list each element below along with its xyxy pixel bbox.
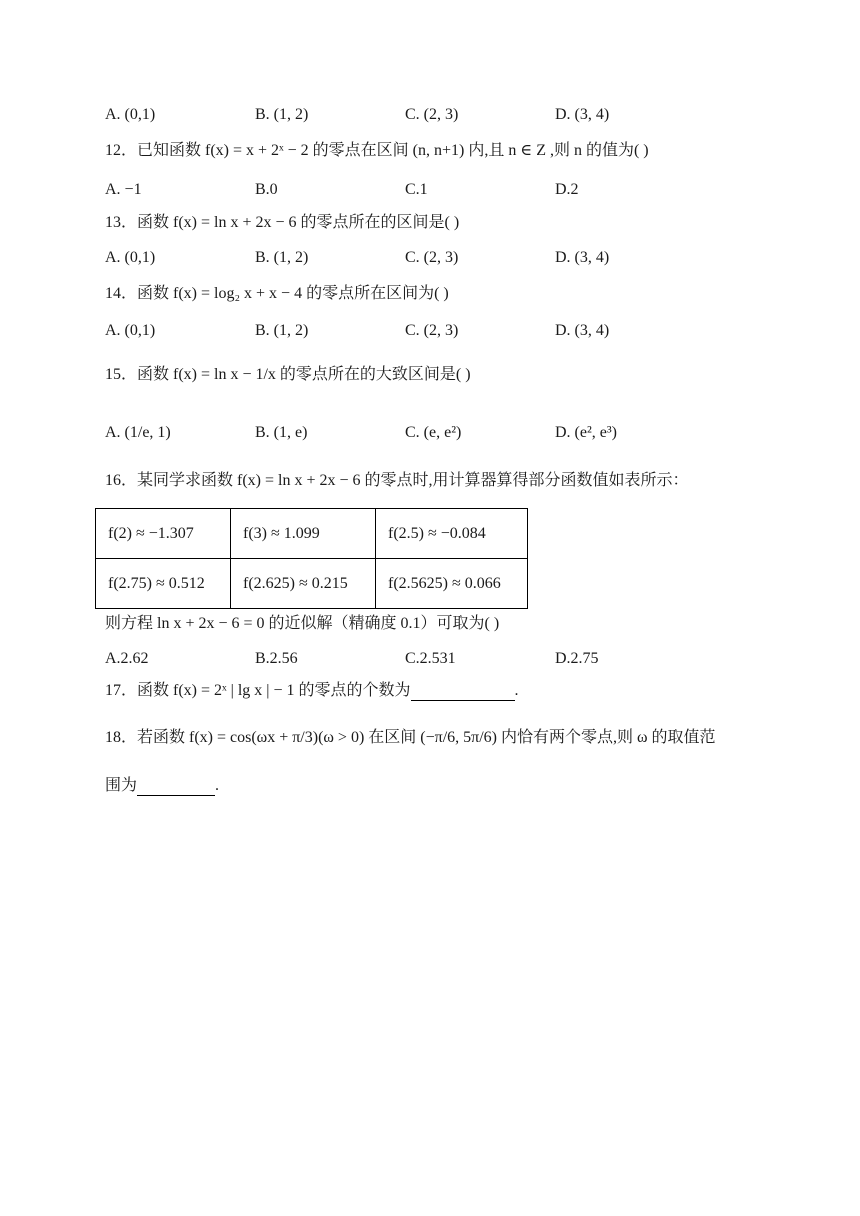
q11-option-c: C. (2, 3) — [405, 106, 459, 123]
table-cell: f(3) ≈ 1.099 — [231, 509, 376, 559]
q16-option-c: C.2.531 — [405, 650, 456, 667]
q11-option-a: A. (0,1) — [105, 106, 156, 123]
q17-end: . — [514, 682, 519, 699]
q17-line — [105, 681, 519, 701]
q15-stem: 15．函数 f(x) = ln x − 1/x 的零点所在的大致区间是( ) — [105, 366, 471, 383]
q16-option-b: B.2.56 — [255, 650, 298, 667]
table-row — [96, 559, 528, 609]
table-cell: f(2.625) ≈ 0.215 — [231, 559, 376, 609]
q16-stem: 16．某同学求函数 f(x) = ln x + 2x − 6 的零点时,用计算器算得部分函数值如表所示： — [105, 472, 689, 489]
q14-option-b: B. (1, 2) — [255, 322, 309, 339]
table-cell: f(2) ≈ −1.307 — [96, 509, 231, 559]
q14-option-d: D. (3, 4) — [555, 322, 610, 339]
q17-stem: 17．函数 f(x) = 2ˣ | lg x | − 1 的零点的个数为 — [105, 682, 411, 699]
q12-options — [105, 180, 805, 200]
table-row — [96, 509, 528, 559]
q13-stem: 13．函数 f(x) = ln x + 2x − 6 的零点所在的区间是( ) — [105, 214, 460, 231]
q15-options — [105, 423, 805, 443]
q12-option-c: C.1 — [405, 181, 428, 198]
table-cell: f(2.5) ≈ −0.084 — [376, 509, 528, 559]
q14-stem: 14．函数 f(x) = log₂ x + x − 4 的零点所在区间为( ) — [105, 285, 449, 302]
q15-option-d: D. (e², e³) — [555, 424, 618, 441]
q16-options — [105, 649, 805, 669]
q14-option-a: A. (0,1) — [105, 322, 156, 339]
q14-option-c: C. (2, 3) — [405, 322, 459, 339]
q12-stem: 12．已知函数 f(x) = x + 2ˣ − 2 的零点在区间 (n, n+1) 内,且 n ∈ Z ,则 n 的值为( ) — [105, 142, 649, 159]
q13-option-a: A. (0,1) — [105, 249, 156, 266]
q18-end: . — [215, 777, 220, 794]
q13-option-d: D. (3, 4) — [555, 249, 610, 266]
q13-option-c: C. (2, 3) — [405, 249, 459, 266]
q14-options — [105, 321, 805, 341]
q17-answer-blank — [411, 682, 515, 701]
q18-line2 — [105, 776, 219, 796]
q16-value-table — [95, 508, 528, 609]
q15-option-b: B. (1, e) — [255, 424, 308, 441]
q12-option-b: B.0 — [255, 181, 278, 198]
q16-option-d: D.2.75 — [555, 650, 599, 667]
q13-option-b: B. (1, 2) — [255, 249, 309, 266]
q15-option-a: A. (1/e, 1) — [105, 424, 171, 441]
q18-stem: 18．若函数 f(x) = cos(ωx + π/3)(ω > 0) 在区间 (−π/6, 5π/6) 内恰有两个零点,则 ω 的取值范 — [105, 729, 716, 746]
q18-cont: 围为 — [105, 777, 138, 794]
q13-options — [105, 248, 805, 268]
q11-options — [105, 105, 805, 125]
q11-option-b: B. (1, 2) — [255, 106, 309, 123]
q11-option-d: D. (3, 4) — [555, 106, 610, 123]
table-cell: f(2.5625) ≈ 0.066 — [376, 559, 528, 609]
q12-option-a: A. −1 — [105, 181, 142, 198]
table-cell: f(2.75) ≈ 0.512 — [96, 559, 231, 609]
q16-followup: 则方程 ln x + 2x − 6 = 0 的近似解（精确度 0.1）可取为( ) — [105, 615, 500, 632]
q12-option-d: D.2 — [555, 181, 579, 198]
q16-option-a: A.2.62 — [105, 650, 149, 667]
q15-option-c: C. (e, e²) — [405, 424, 462, 441]
q18-answer-blank — [137, 777, 215, 796]
